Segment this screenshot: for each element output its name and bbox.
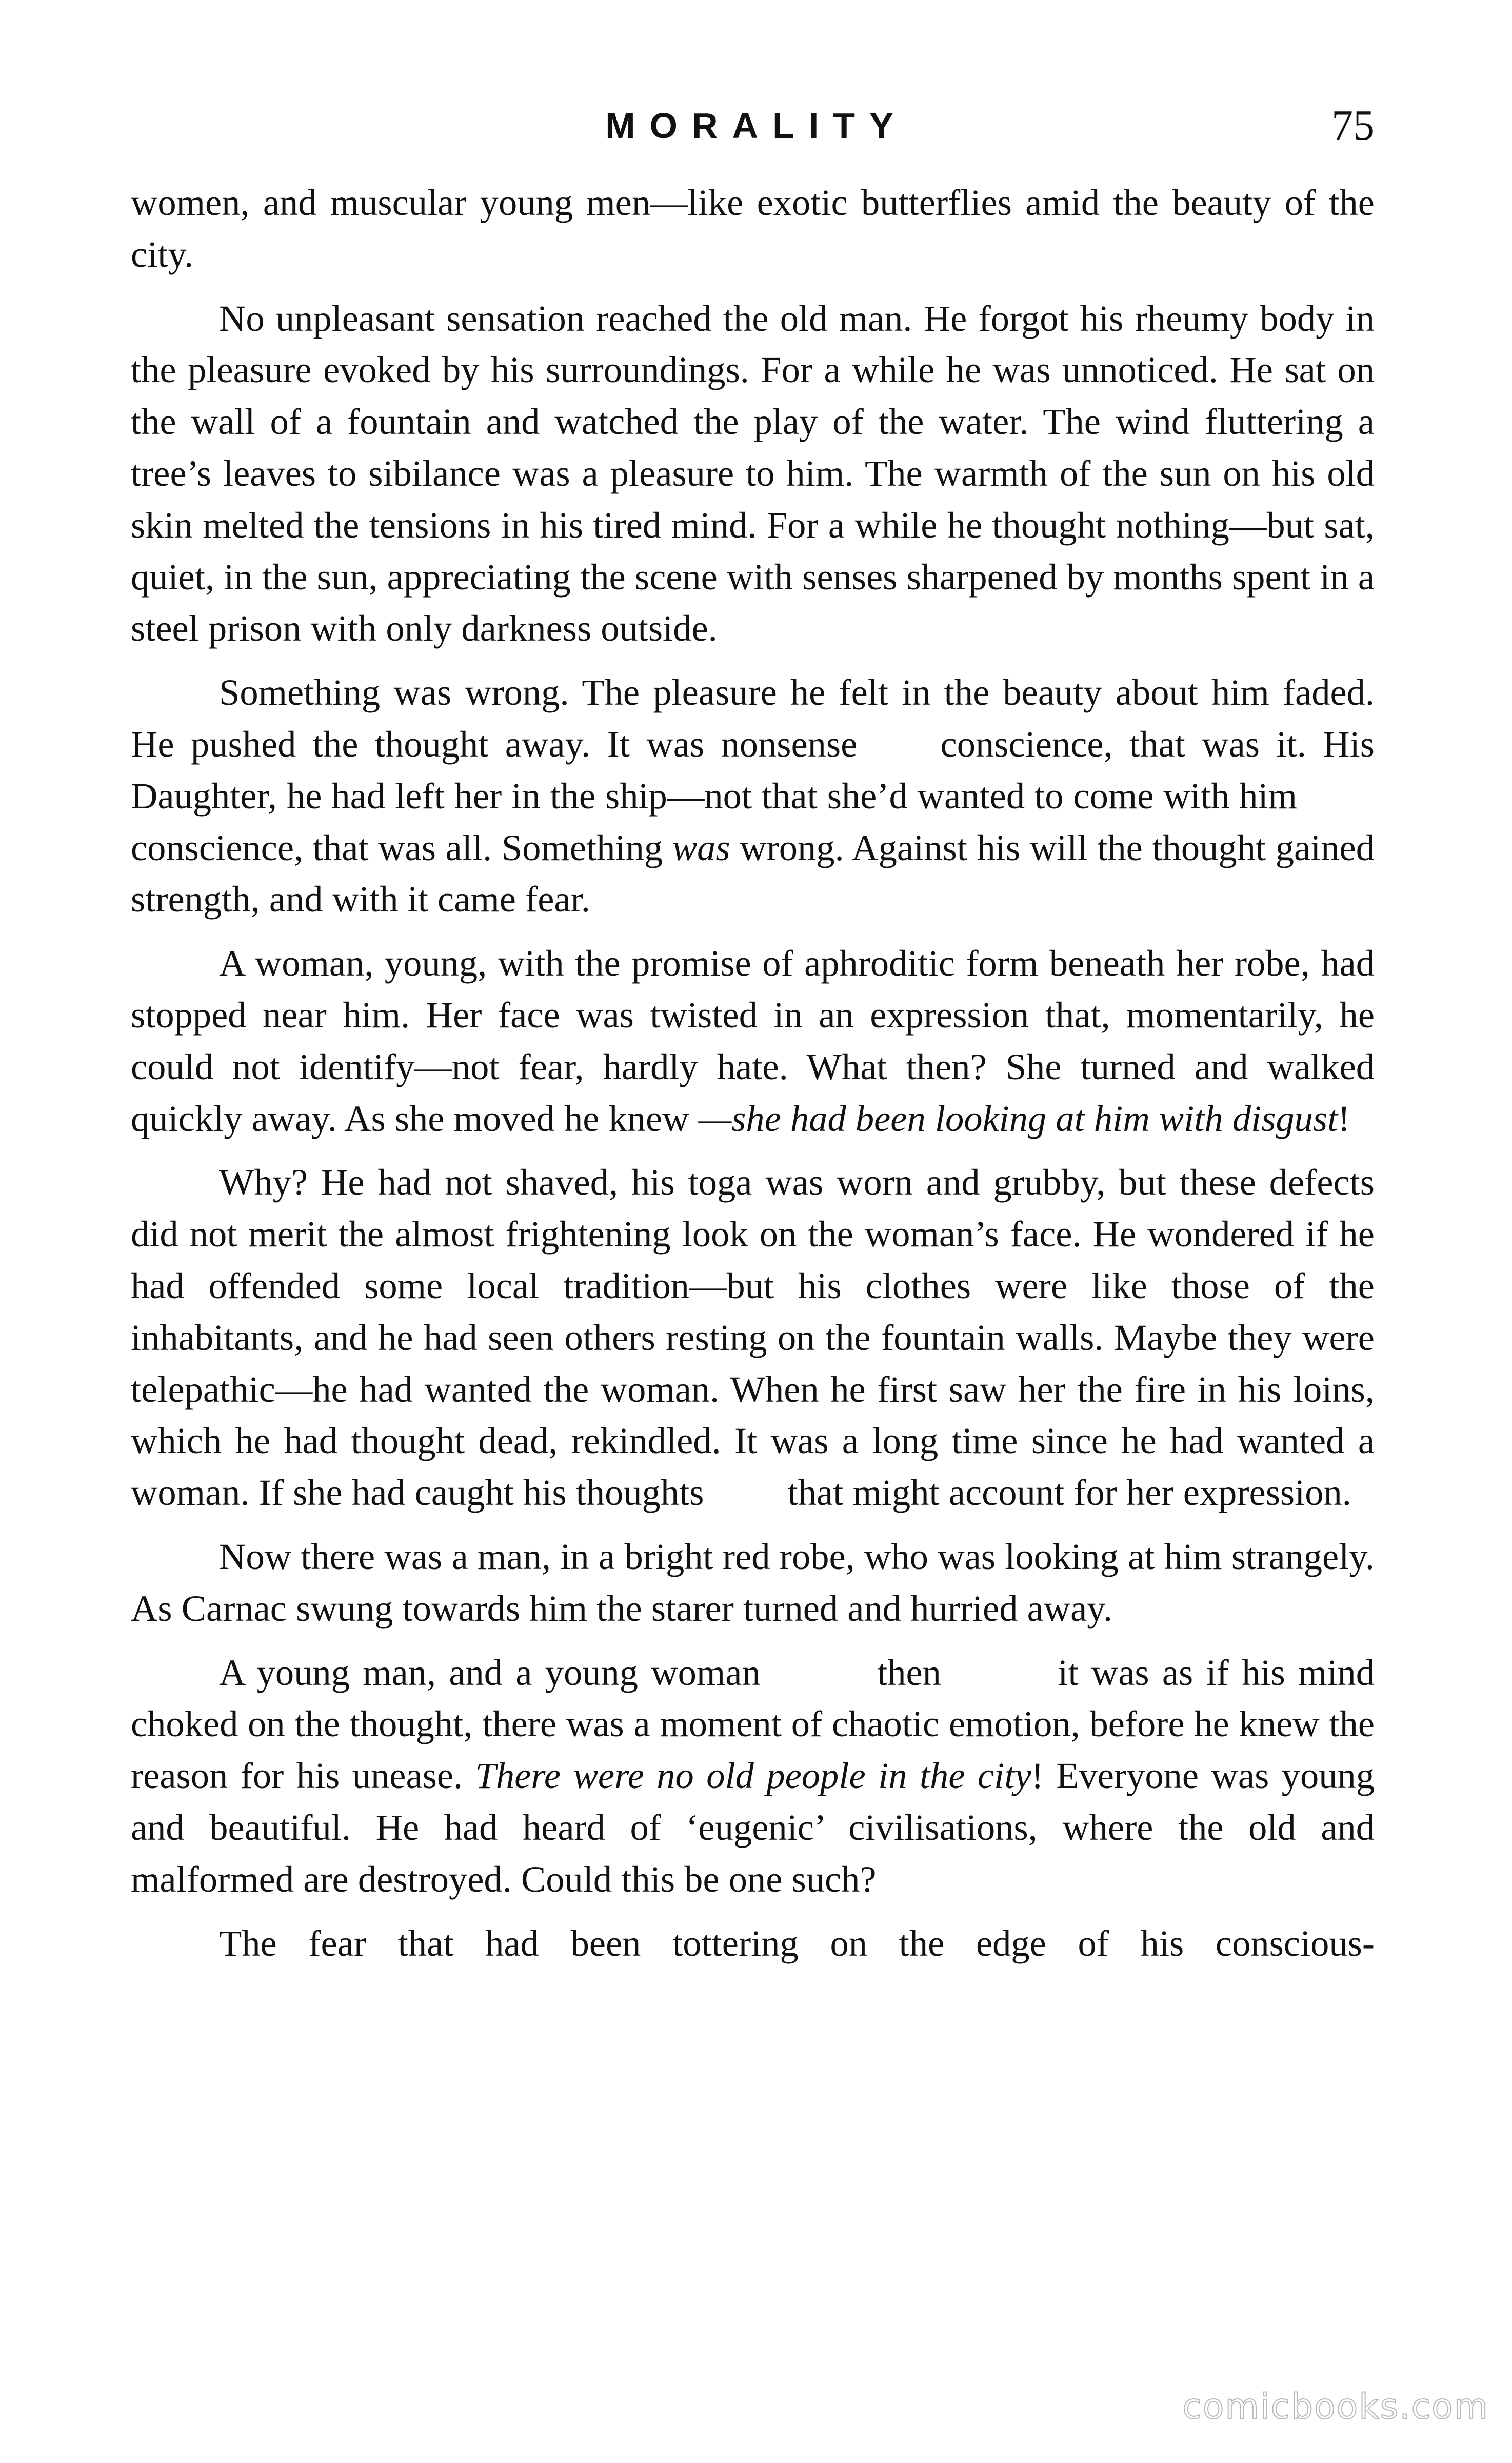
italic-text-run: —she had been looking at him with disgust bbox=[698, 1097, 1338, 1139]
body-text bbox=[131, 177, 1375, 1969]
text-run: No unpleasant sensation reached the old man. He forgot his rheumy body in the pleasure evoked by his surroundings. For a while he was unnoticed. He sat on the wall of a fountain and watched the play of the water. The wind fluttering a tree’s leaves to sibilance was a pleasure to him. The warmth of the sun on his old skin melted the tensions in his tired mind. For a while he thought nothing—but sat, quiet, in the sun, appreciating the scene with senses sharpened by months spent in a steel prison with only darkness outside. bbox=[131, 297, 1375, 649]
text-run: ! bbox=[1338, 1097, 1350, 1139]
paragraph bbox=[131, 1647, 1375, 1905]
italic-text-run: was bbox=[672, 826, 730, 868]
paragraph bbox=[131, 667, 1375, 925]
text-run: Now there was a man, in a bright red robe, who was looking at him strangely. As Carnac swung towards him the starer turned and hurried away. bbox=[131, 1535, 1375, 1629]
paragraph bbox=[131, 1531, 1375, 1635]
text-run: The fear that had been tottering on the edge of his conscious- bbox=[219, 1922, 1375, 1964]
text-run: A woman, young, with the promise of aphroditic form beneath her robe, had stopped near him. Her face was twisted in an expression that, momentarily, he could not identify—not fear, hardly hate. What then? She turned and walked quickly away. As she moved he knew bbox=[131, 942, 1375, 1139]
running-head: MORALITY bbox=[605, 106, 908, 146]
page-number: 75 bbox=[1331, 102, 1375, 149]
paragraph bbox=[131, 1157, 1375, 1519]
paragraph bbox=[131, 177, 1375, 281]
text-run: women, and muscular young men—like exotic butterflies amid the beauty of the city. bbox=[131, 182, 1375, 275]
page-header bbox=[138, 97, 1375, 154]
text-run: A young man, and a young woman then it was as if his mind choked on the thought, there was a moment of chaotic emotion, before he knew the reason for his unease. bbox=[131, 1651, 1375, 1797]
paragraph bbox=[131, 293, 1375, 655]
text-run: wrong. Against his will the thought gained strength, and with it came fear. bbox=[131, 826, 1375, 920]
paragraph bbox=[131, 938, 1375, 1144]
text-run: ! Everyone was young and beautiful. He had heard of ‘eugenic’ civilisations, where the old and malformed are destroyed. Could this be one such? bbox=[131, 1755, 1375, 1900]
text-run: Why? He had not shaved, his toga was worn and grubby, but these defects did not merit the almost frightening look on the woman’s face. He wondered if he had offended some local tradition—but his clothes were like those of the inhabitants, and he had seen others resting on the fountain walls. Maybe they were telepathic—he had wanted the woman. When he first saw her the fire in his loins, which he had thought dead, rekindled. It was a long time since he had wanted a woman. If she had caught his thoughts that might account for her expression. bbox=[131, 1161, 1375, 1514]
text-run: Something was wrong. The pleasure he felt in the beauty about him faded. He pushed the thought away. It was nonsense conscience, that was it. His Daughter, he had left her in the ship—not that she’d wanted to come with him conscience, that was all. Something bbox=[131, 671, 1375, 868]
watermark: comicbooks.com bbox=[1182, 2387, 1489, 2427]
paragraph bbox=[131, 1918, 1375, 1970]
italic-text-run: There were no old people in the city bbox=[475, 1755, 1031, 1797]
